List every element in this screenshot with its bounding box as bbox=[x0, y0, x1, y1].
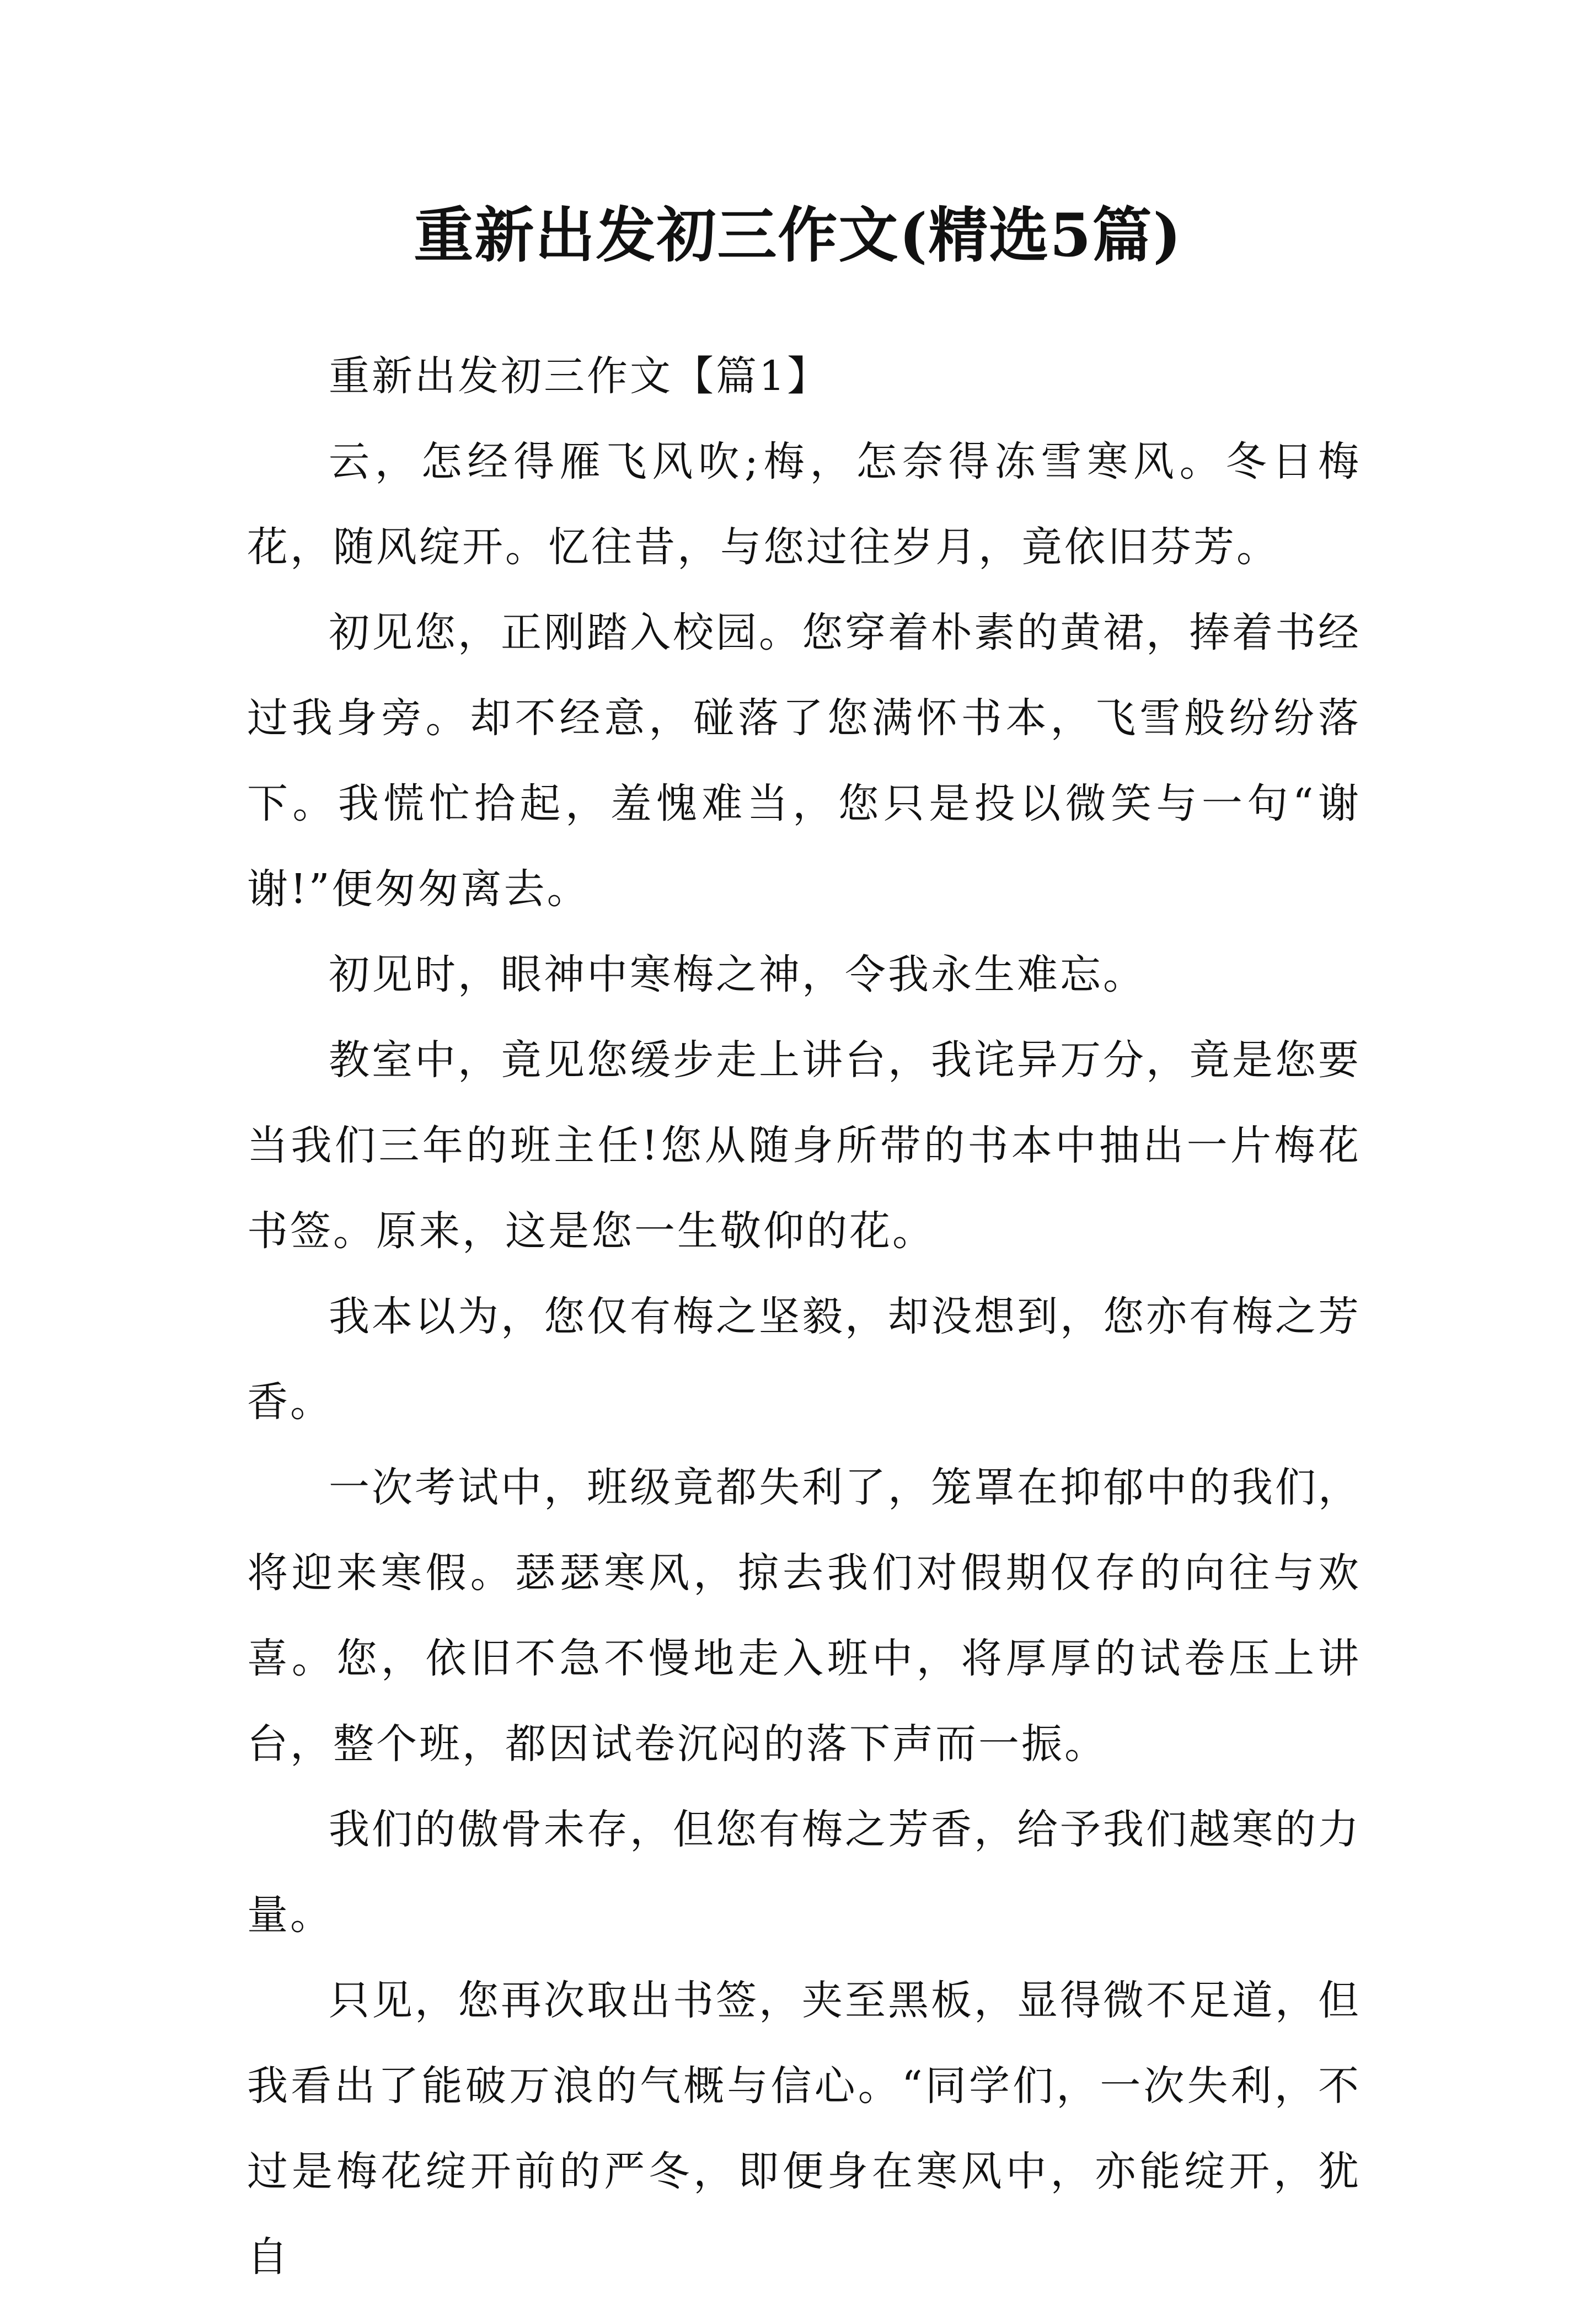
paragraph: 云，怎经得雁飞风吹;梅，怎奈得冻雪寒风。冬日梅花，随风绽开。忆往昔，与您过往岁月，竟依旧芬芳。 bbox=[247, 438, 1361, 571]
paragraph: 一次考试中，班级竟都失利了，笼罩在抑郁中的我们，将迎来寒假。瑟瑟寒风，掠去我们对假期仅存的向往与欢喜。您，依旧不急不慢地走入班中，将厚厚的试卷压上讲台，整个班，都因试卷沉闷的落下声而一振。 bbox=[247, 1464, 1361, 1768]
paragraph: 初见时，眼神中寒梅之神，令我永生难忘。 bbox=[329, 951, 1146, 998]
paragraph: 教室中，竟见您缓步走上讲台，我诧异万分，竟是您要当我们三年的班主任!您从随身所带的书本中抽出一片梅花书签。原来，这是您一生敬仰的花。 bbox=[247, 1036, 1361, 1255]
document-body bbox=[247, 334, 1361, 2300]
document-title: 重新出发初三作文(精选5篇) bbox=[414, 201, 1182, 270]
paragraph: 我本以为，您仅有梅之坚毅，却没想到，您亦有梅之芳香。 bbox=[247, 1293, 1361, 1426]
paragraph: 我们的傲骨未存，但您有梅之芳香，给予我们越寒的力量。 bbox=[247, 1806, 1361, 1939]
section-heading: 重新出发初三作文【篇1】 bbox=[329, 352, 831, 400]
paragraph: 初见您，正刚踏入校园。您穿着朴素的黄裙，捧着书经过我身旁。却不经意，碰落了您满怀书本，飞雪般纷纷落下。我慌忙拾起，羞愧难当，您只是投以微笑与一句“谢谢!”便匆匆离去。 bbox=[247, 609, 1361, 913]
paragraph: 只见，您再次取出书签，夹至黑板，显得微不足道，但我看出了能破万浪的气概与信心。“同学们，一次失利，不过是梅花绽开前的严冬，即便身在寒风中，亦能绽开，犹自 bbox=[247, 1977, 1361, 2281]
